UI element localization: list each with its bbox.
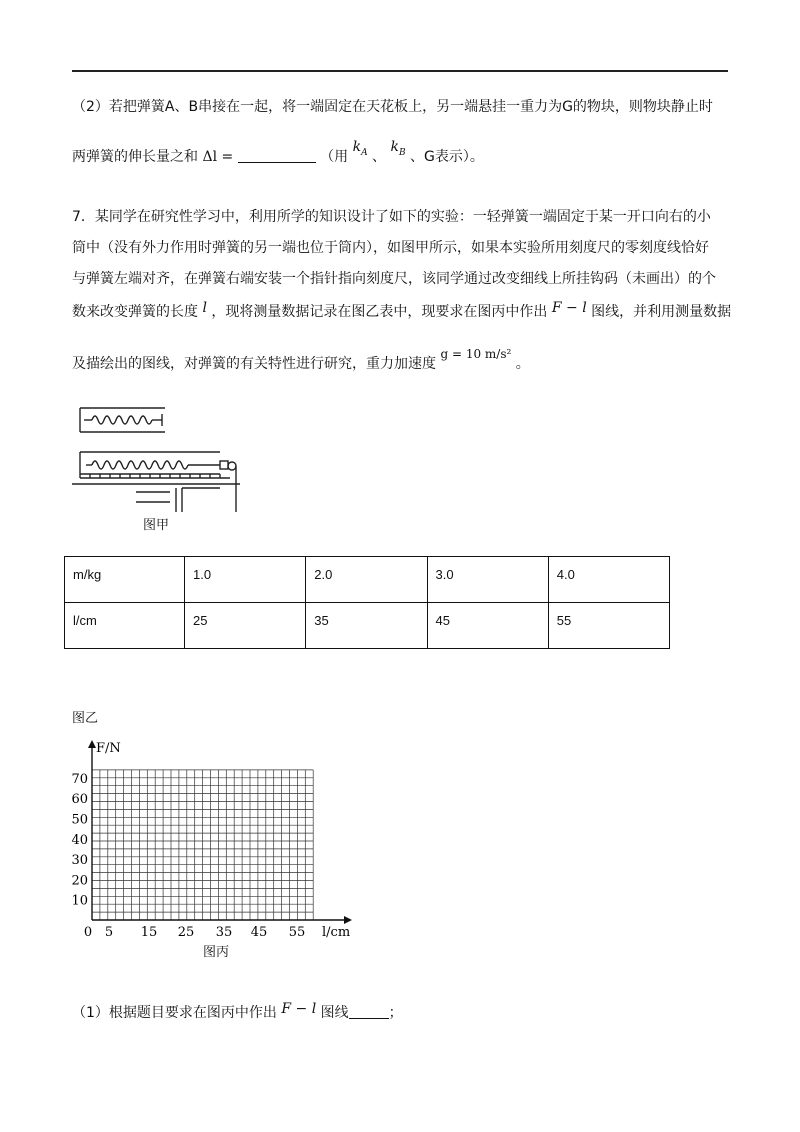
table-row	[65, 603, 670, 649]
figure-bing-caption: 图丙	[203, 945, 230, 960]
x-tick-label: 0	[83, 925, 93, 940]
answer-blank-part1[interactable]	[349, 1004, 389, 1019]
y-axis-arrow-icon	[88, 740, 96, 748]
x-tick-labels	[84, 925, 305, 940]
graph-bing[interactable]	[60, 738, 370, 948]
k-b-symbol: k	[390, 139, 399, 155]
y-tick-label: 70	[71, 771, 88, 787]
gravity-value: g = 10 m/s²	[440, 347, 512, 361]
figure-jia-caption: 图甲	[143, 518, 170, 533]
q7-line5-end: 。	[515, 356, 530, 372]
table-row	[65, 557, 670, 603]
x-tick-label: 15	[140, 925, 158, 940]
y-tick-labels	[71, 772, 88, 909]
x-axis-label: l/cm	[322, 925, 351, 940]
y-tick-label: 60	[71, 792, 88, 808]
x-tick-label: 55	[288, 925, 306, 940]
figure-yi-caption: 图乙	[72, 711, 99, 726]
q7-line3: 与弹簧左端对齐，在弹簧右端安装一个指针指向刻度尺，该同学通过改变细线上所挂钩码（未画出）的个	[72, 271, 716, 287]
table-cell: 35	[306, 603, 427, 649]
x-tick-label: 35	[215, 925, 233, 940]
x-tick-label: 5	[104, 925, 114, 940]
paren-open: （用	[320, 149, 349, 165]
q6-part2-prefix: 两弹簧的伸长量之和	[72, 149, 198, 165]
table-cell: m/kg	[65, 557, 185, 603]
x-tick-label: 25	[177, 925, 195, 940]
tube-bottom	[72, 452, 240, 512]
q7-line5-a: 及描绘出的图线，对弹簧的有关特性进行研究，重力加速度	[72, 356, 436, 372]
x-tick-label: 45	[250, 925, 268, 940]
q7-line4	[72, 302, 731, 322]
data-table	[64, 556, 670, 649]
tube-top	[80, 408, 165, 432]
table-cell: 3.0	[427, 557, 548, 603]
q7-line4-c: 图线，并利用测量数据	[591, 304, 732, 320]
delta-l: Δl =	[202, 149, 234, 165]
table-cell: 1.0	[185, 557, 306, 603]
part1-text: （1）根据题目要求在图丙中作出	[72, 1005, 277, 1021]
q7-l-symbol: l	[202, 300, 207, 316]
table-cell: l/cm	[65, 603, 185, 649]
part1-text2: 图线	[320, 1005, 349, 1021]
q6-part2-line1: （2）若把弹簧A、B串接在一起，将一端固定在天花板上，另一端悬挂一重力为G的物块，则物块静止时	[72, 99, 713, 115]
q7-line5	[72, 347, 530, 374]
q6-part2-line2	[72, 139, 484, 173]
separator: 、	[372, 149, 387, 165]
graph-grid	[92, 770, 313, 920]
part1-line	[72, 1003, 403, 1023]
y-tick-label: 10	[71, 893, 88, 909]
figure-jia	[70, 400, 250, 530]
k-b-subscript: B	[398, 148, 406, 158]
q7-fl-symbol: F − l	[551, 300, 587, 316]
table-cell: 25	[185, 603, 306, 649]
k-a-symbol: k	[352, 139, 362, 155]
y-tick-label: 50	[71, 812, 88, 828]
q7-line4-a: 数来改变弹簧的长度	[72, 304, 198, 320]
y-tick-label: 30	[71, 853, 88, 869]
part1-end: ；	[388, 1005, 403, 1021]
q7-line1: 7．某同学在研究性学习中，利用所学的知识设计了如下的实验：一轻弹簧一端固定于某一开口向右的小	[72, 209, 711, 225]
q6-part2-suffix: 、G表示）。	[410, 149, 484, 165]
y-tick-label: 40	[71, 832, 88, 848]
table-cell: 55	[548, 603, 669, 649]
y-tick-label: 20	[71, 873, 88, 889]
table-cell: 2.0	[306, 557, 427, 603]
answer-blank-q6[interactable]	[238, 148, 316, 163]
q7-line2: 筒中（没有外力作用时弹簧的另一端也位于筒内），如图甲所示，如果本实验所用刻度尺的零刻度线恰好	[72, 240, 709, 256]
table-cell: 45	[427, 603, 548, 649]
q7-line4-b: ，现将测量数据记录在图乙表中，现要求在图丙中作出	[211, 304, 548, 320]
y-axis-label: F/N	[96, 741, 121, 756]
k-a-subscript: A	[361, 148, 368, 158]
table-cell: 4.0	[548, 557, 669, 603]
part1-fl-symbol: F − l	[281, 1001, 317, 1017]
top-divider	[72, 70, 728, 72]
x-axis-arrow-icon	[344, 916, 352, 924]
